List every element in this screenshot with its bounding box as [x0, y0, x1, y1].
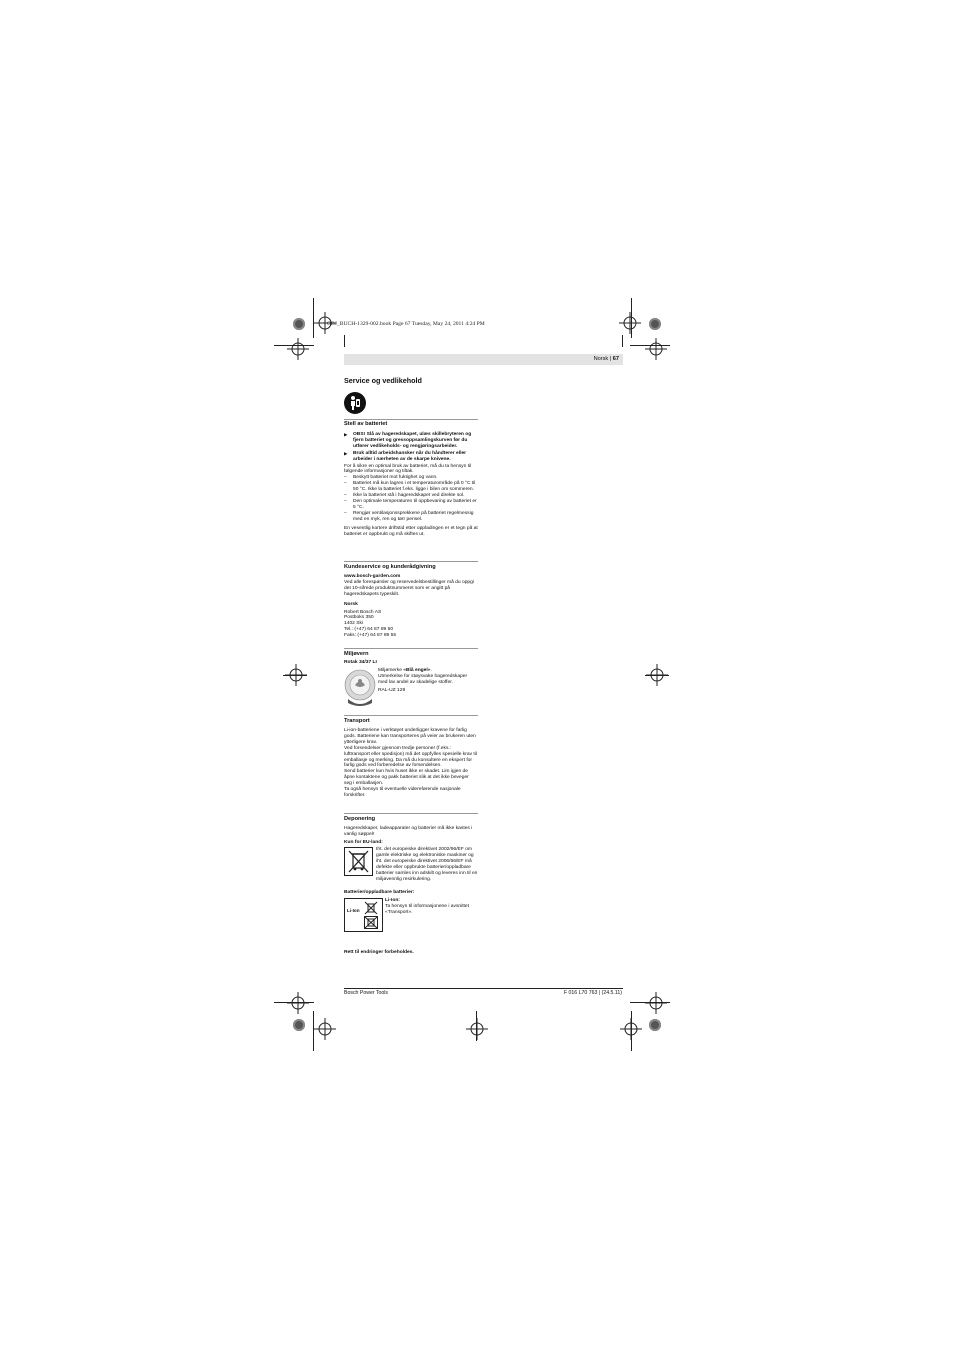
list-item: – Den optimale temperaturen til oppbevaring av batteriet er 5 °C. — [344, 499, 478, 511]
environment-title: Miljøvern — [344, 651, 369, 657]
ecolabel-prefix: Miljømerke — [378, 668, 404, 673]
footer-right: F 016 L70 763 | (24.5.11) — [563, 990, 622, 996]
address-line: 1402 Ski — [344, 621, 364, 627]
registration-mark — [646, 664, 668, 686]
battery-care-title: Stell av batteriet — [344, 421, 388, 427]
country-heading: Norsk — [344, 601, 358, 607]
registration-mark — [466, 1018, 488, 1040]
eu-heading: Kun for EU-land: — [344, 840, 383, 845]
registration-mark — [285, 664, 307, 686]
list-item: – Beskytt batteriet mot fuktighet og vann. — [344, 475, 478, 481]
website-link[interactable]: www.bosch-garden.com — [344, 574, 401, 579]
customer-service-body — [344, 574, 478, 639]
ecolabel-suffix: . — [430, 668, 432, 673]
list-item: – Rengjør ventilasjonssprekkene på batteriet regelmessig med en myk, ren og tørr pensel. — [344, 511, 478, 523]
disposal-title: Deponering — [344, 816, 376, 822]
footer-divider — [344, 988, 623, 989]
transport-paragraph: Send batterier kun hvis huset ikke er skadet. Lim igjen de åpne kontaktene og pakk batteriet slik at det ikke beveger seg i emballasjen. — [344, 769, 469, 787]
address-block — [344, 610, 478, 640]
header-language-page: Norsk | 67 — [593, 355, 619, 362]
registration-dot — [293, 1019, 305, 1031]
ecolabel-text: Utmerkelse for støysvake hageredskaper med lav andel av skadelige stoffer. — [378, 673, 468, 685]
registration-mark — [314, 1018, 336, 1040]
bin-icon — [364, 901, 378, 915]
registration-mark — [620, 1018, 642, 1040]
disposal-intro: Hageredskaper, ladeapparater og batterier må ikke kastes i vanlig søppel! — [344, 826, 473, 837]
divider — [344, 648, 478, 649]
service-title: Service og vedlikehold — [344, 376, 422, 385]
registration-mark — [287, 992, 309, 1014]
battery-care-outro: En vesentlig kortere driftstid etter oppladingen er et tegn på at batteriet er oppbrukt og må skiftes ut. — [344, 525, 478, 537]
ecolabel-name: «Blå engel» — [403, 668, 431, 673]
registration-mark — [645, 992, 667, 1014]
transport-paragraph: Ved forsendelser gjennom tredje personer (f.eks.: lufttransport eller spedisjon) må det oppfylles spesielle krav til emballasje og merking. Da må du konsultere en ekspert for farlig gods ved forberedelse av forsendelsen. — [344, 745, 477, 769]
battery-care-list — [344, 475, 478, 522]
liion-symbol-label: Li-Ion — [347, 908, 360, 913]
transport-body — [344, 728, 478, 799]
registration-mark — [645, 338, 667, 360]
registration-dot — [649, 1019, 661, 1031]
eu-directive-text: Iht. det europeiske direktivet 2002/96/EF om gamle elektriske og elektroniske maskiner og iht. det europeiske direktivet 2006/66/EF må defekte eller oppbrukte batterier/oppladbare batterier samles inn adskilt og leveres inn til en miljøvennlig resirkulering. — [376, 847, 478, 882]
liion-info — [385, 898, 478, 916]
footer-left: Bosch Power Tools — [344, 990, 389, 996]
header-language: Norsk — [593, 355, 609, 362]
environment-model: Rotak 34/37 LI — [344, 660, 377, 665]
divider — [344, 715, 478, 716]
registration-mark — [287, 338, 309, 360]
address-line: Postboks 350 — [344, 615, 374, 621]
address-line: Tel.: (+47) 64 87 89 50 — [344, 627, 394, 633]
battery-care-intro: For å sikre en optimal bruk av batteriet, må du ta hensyn til følgende informasjoner og tiltak. — [344, 463, 472, 475]
list-item: – Ikke la batteriet stå i hageredskapet ved direkte sol. — [344, 493, 478, 499]
registration-dot — [649, 318, 661, 330]
customer-service-text: Ved alle forespørsler og reservedelsbestillinger må du oppgi det 10-sifrede produktnummeret som er angitt på hageredskapets typeskilt. — [344, 579, 474, 597]
customer-service-title: Kundeservice og kunderådgivning — [344, 564, 436, 570]
divider — [344, 561, 478, 562]
address-line: Faks: (+47) 64 87 89 55 — [344, 633, 397, 639]
liion-title: Li-Ion: — [385, 898, 400, 903]
page-header — [344, 354, 623, 365]
battery-recycling-icon — [344, 898, 383, 932]
divider — [344, 419, 478, 420]
transport-paragraph: Ta også hensyn til eventuelle videreførende nasjonale forskrifter. — [344, 787, 461, 798]
print-info: OBJ_BUCH-1329-002.book Page 67 Tuesday, May 24, 2011 4:24 PM — [327, 321, 485, 327]
battery-care-body — [344, 432, 478, 537]
crossed-out-wheelie-bin-icon — [344, 847, 373, 876]
maintenance-person-icon — [344, 392, 366, 414]
registration-mark — [619, 312, 641, 334]
divider — [344, 813, 478, 814]
liion-text: Ta hensyn til informasjonene i avsnittet «Transport». — [385, 903, 469, 915]
bin-icon — [364, 916, 378, 929]
registration-dot — [293, 318, 305, 330]
battery-heading: Batterier/oppladbare batterier: — [344, 890, 415, 895]
ecolabel-standard: RAL-UZ 129 — [378, 687, 406, 693]
warning-1: ▶ OBS! Slå av hageredskapet, ulæs skillebryteren og fjern batteriet og gressoppsamlingskurven før du utfører vedlikeholds- og rengjøringsarbeider. — [344, 432, 478, 450]
ecolabel-description — [378, 668, 478, 694]
warning-2: ▶ Bruk alltid arbeidshansker når du håndterer eller arbeider i nærheten av de skarpe knivene. — [344, 451, 478, 463]
change-notice: Rett til endringer forbeholdes. — [344, 950, 414, 955]
transport-paragraph: Li-ion-batteriene i verktøyet underligger kravene for farlig gods. Batteriene kan transporteres på veier av brukeren uten ytterligere krav. — [344, 728, 476, 745]
page-number: 67 — [612, 355, 619, 362]
address-line: Robert Bosch AS — [344, 609, 382, 615]
transport-title: Transport — [344, 718, 370, 724]
list-item: – Batteriet må kun lagres i et temperaturområde på 0 °C til 50 °C. Ikke la batteriet f.eks. ligge i bilen om sommeren. — [344, 481, 478, 493]
blue-angel-ecolabel-icon — [344, 669, 376, 707]
